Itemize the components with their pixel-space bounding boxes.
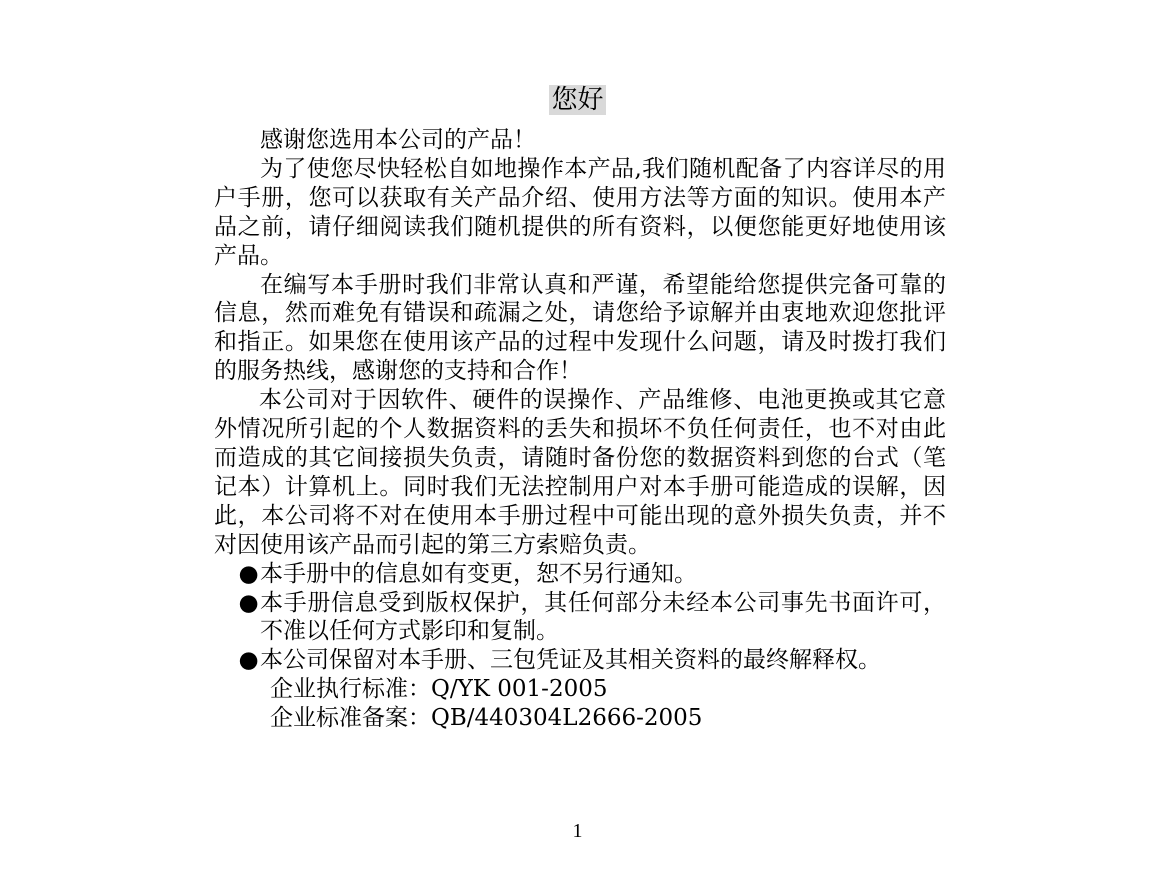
preface-body bbox=[214, 126, 946, 733]
list-item-text: 本公司保留对本手册、三包凭证及其相关资料的最终解释权。 bbox=[260, 647, 881, 674]
list-item bbox=[214, 589, 946, 647]
list-item-text: 本手册信息受到版权保护，其任何部分未经本公司事先书面许可，不准以任何方式影印和复制。 bbox=[260, 589, 946, 645]
list-item bbox=[214, 560, 946, 589]
page-number: 1 bbox=[572, 820, 583, 842]
thanks-paragraph: 感谢您选用本公司的产品！ bbox=[260, 127, 536, 153]
bullet-icon: ● bbox=[238, 560, 259, 587]
standard-filing: 企业标准备案：QB/440304L2666-2005 bbox=[270, 705, 703, 732]
execution-standard: 企业执行标准：Q/YK 001-2005 bbox=[270, 676, 608, 703]
disclaimer-paragraph: 本公司对于因软件、硬件的误操作、产品维修、电池更换或其它意外情况所引起的个人数据资料的丢失和损坏不负任何责任，也不对由此而造成的其它间接损失负责，请随时备份您的数据资料到您的台式（笔记本）计算机上。同时我们无法控制用户对本手册可能造成的误解，因此，本公司将不对在使用本手册过程中可能出现的意外损失负责，并不对因使用该产品而引起的第三方索赔负责。 bbox=[214, 387, 946, 558]
page-title-text: 您好 bbox=[551, 85, 604, 115]
bullet-icon: ● bbox=[238, 589, 259, 616]
list-item bbox=[214, 646, 946, 675]
bullet-icon: ● bbox=[238, 647, 259, 674]
feedback-paragraph: 在编写本手册时我们非常认真和严谨，希望能给您提供完备可靠的信息，然而难免有错误和疏漏之处，请您给予谅解并由衷地欢迎您批评和指正。如果您在使用该产品的过程中发现什么问题，请及时拨打我们的服务热线，感谢您的支持和合作！ bbox=[214, 271, 946, 385]
list-item-text: 本手册中的信息如有变更，恕不另行通知。 bbox=[260, 560, 697, 587]
notice-list bbox=[214, 560, 946, 676]
standards-block bbox=[214, 675, 946, 733]
manual-intro-paragraph: 为了使您尽快轻松自如地操作本产品,我们随机配备了内容详尽的用户手册，您可以获取有关产品介绍、使用方法等方面的知识。使用本产品之前，请仔细阅读我们随机提供的所有资料，以便您能更好地使用该产品。 bbox=[214, 155, 946, 269]
page-title bbox=[0, 82, 1155, 118]
